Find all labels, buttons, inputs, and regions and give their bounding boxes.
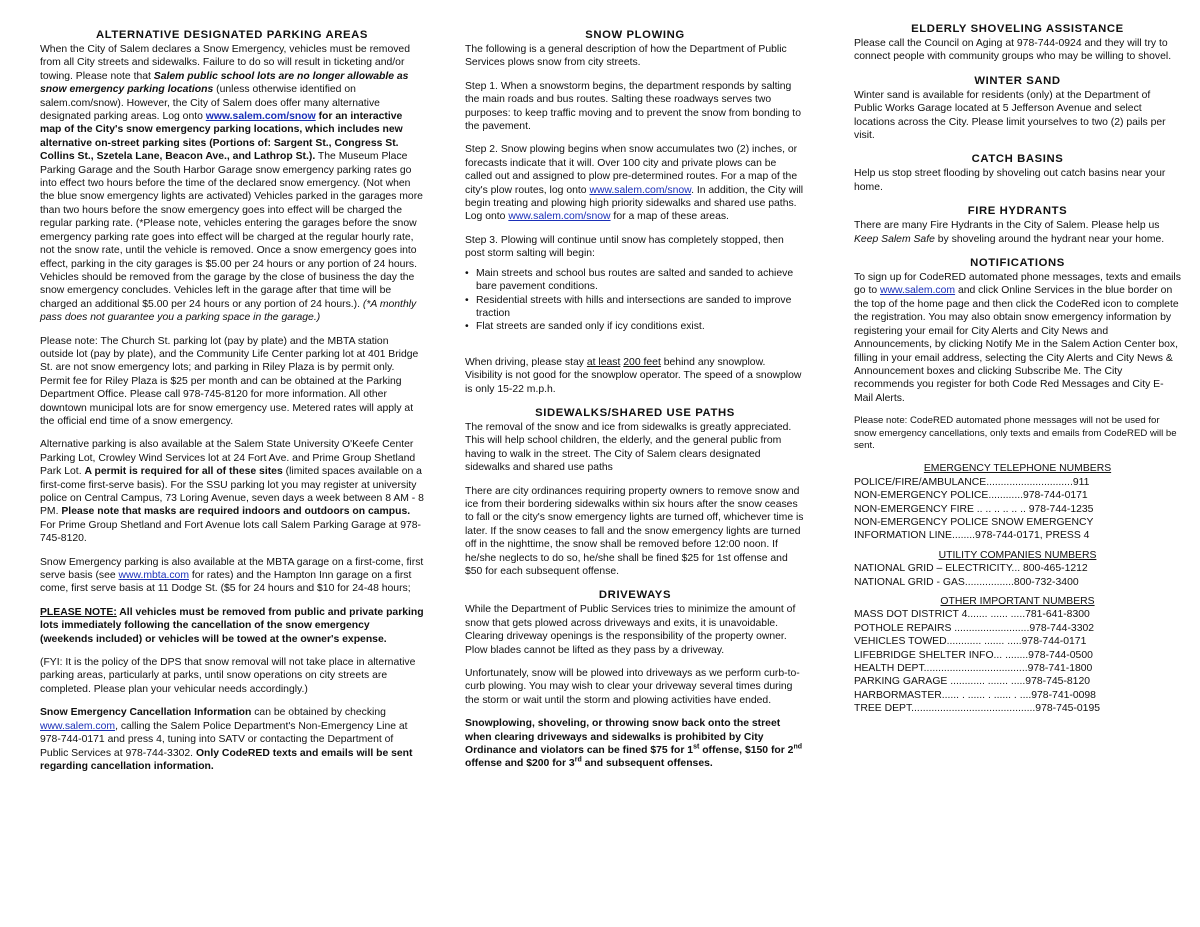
list-item: HEALTH DEPT....................................978-741-1800 bbox=[854, 663, 1093, 675]
bullet-icon: • bbox=[465, 294, 469, 306]
text: When the City of Salem declares a Snow Emergency, vehicles must be removed from all City streets and sidewalks. Failure to do so will result in ticketing and/or towing. Please note that bbox=[40, 44, 410, 82]
text-italic: Keep Salem Safe bbox=[854, 233, 935, 245]
list-item: NON-EMERGENCY POLICE SNOW EMERGENCY bbox=[854, 516, 1094, 528]
plowing-step-2 bbox=[465, 143, 805, 223]
parking-paragraph-4 bbox=[40, 556, 424, 596]
list-item: POLICE/FIRE/AMBULANCE..............................911 bbox=[854, 476, 1090, 488]
list-item-text: Main streets and school bus routes are salted and sanded to achieve bare pavement conditions. bbox=[476, 267, 794, 293]
bullet-icon: • bbox=[465, 321, 469, 333]
emergency-numbers-list bbox=[854, 476, 1181, 543]
plow-routes-link[interactable]: www.salem.com/snow bbox=[589, 184, 692, 196]
text-underline: at least bbox=[586, 356, 621, 368]
text-italic: (*A monthly pass does not guarantee you a parking space in the garage.) bbox=[40, 298, 417, 324]
superscript: st bbox=[693, 743, 700, 751]
notifications-paragraph bbox=[854, 271, 1181, 405]
other-numbers-heading: OTHER IMPORTANT NUMBERS bbox=[940, 596, 1095, 607]
column-parking bbox=[40, 28, 424, 783]
text-bold: A permit is required for all of these sites bbox=[84, 466, 283, 478]
list-item: PARKING GARAGE ............ ....... .....978-745-8120 bbox=[854, 676, 1090, 688]
list-item bbox=[465, 294, 805, 321]
salem-link[interactable]: www.salem.com bbox=[880, 285, 956, 297]
text: Step 2. Snow plowing begins when snow accumulates two (2) inches, or forecasts indicate that it will. Over 100 city and private plows can be called out and assigned to plow pre-determined routes. For a map of the city's plow routes, log onto bbox=[465, 144, 798, 196]
utility-numbers-list bbox=[854, 562, 1181, 589]
list-item: VEHICLES TOWED............ ....... .....978-744-0171 bbox=[854, 636, 1087, 648]
heading-sidewalks: SIDEWALKS/SHARED USE PATHS bbox=[535, 406, 735, 419]
mbta-link[interactable]: www.mbta.com bbox=[118, 570, 189, 582]
emergency-numbers-heading: EMERGENCY TELEPHONE NUMBERS bbox=[923, 463, 1112, 475]
column-assistance bbox=[854, 22, 1181, 716]
text-emphasis: Salem public school lots are no longer allowable as snow emergency parking locations bbox=[40, 70, 409, 96]
text: offense, $150 for 2 bbox=[699, 745, 794, 757]
plowing-step-3: Step 3. Plowing will continue until snow has completely stopped, then post storm salting will begin: bbox=[465, 234, 784, 260]
text: and subsequent offenses. bbox=[581, 758, 713, 770]
text: , calling the Salem Police Department's Non-Emergency Line at 978-744-0171 and press 4, tuning into SATV or contacting the Department of Public Services at 978-744-3302. bbox=[40, 720, 408, 759]
list-item: NON-EMERGENCY FIRE .. .. .. .. .. .. 978-744-1235 bbox=[854, 503, 1094, 515]
text: When driving, please stay bbox=[465, 356, 587, 368]
sidewalks-paragraph-1: The removal of the snow and ice from sidewalks is greatly appreciated. This will help school children, the elderly, and the general public from having to walk in the street. The City of Salem clears designated sidewalks and shared use paths bbox=[465, 421, 792, 474]
text: offense and $200 for 3 bbox=[465, 758, 575, 770]
fire-hydrants-paragraph bbox=[854, 219, 1181, 246]
text: There are many Fire Hydrants in the City of Salem. Please help us bbox=[854, 220, 1160, 232]
parking-paragraph-1 bbox=[40, 43, 424, 325]
text-bold: Only CodeRED texts and emails will be sent regarding cancellation information. bbox=[40, 747, 413, 772]
driving-paragraph bbox=[465, 356, 805, 396]
driveways-paragraph-3 bbox=[465, 717, 805, 771]
list-item-text: Residential streets with hills and intersections are sanded to improve traction bbox=[476, 294, 792, 319]
list-item bbox=[465, 267, 805, 294]
text-underline: PLEASE NOTE: bbox=[40, 606, 117, 618]
parking-paragraph-3 bbox=[40, 438, 424, 545]
heading-fire-hydrants: FIRE HYDRANTS bbox=[967, 205, 1068, 218]
text: Snow Emergency parking is also available at the MBTA garage on a first-come, first serve basis (see bbox=[40, 556, 424, 582]
catch-basins-paragraph: Help us stop street flooding by shoveling out catch basins near your home. bbox=[854, 168, 1166, 193]
text: . In addition, the City will begin treating and plowing high priority sidewalks and shared use paths. Log onto bbox=[465, 184, 804, 223]
list-item: HARBORMASTER...... . ...... . ...... . ....978-741-0098 bbox=[854, 689, 1096, 701]
heading-notifications: NOTIFICATIONS bbox=[970, 257, 1065, 270]
parking-paragraph-6: (FYI: It is the policy of the DPS that snow removal will not take place in alternative parking areas, particularly at parks, until snow operations on city streets are completed. Please plan your vehicular needs accordingly.) bbox=[40, 657, 416, 695]
heading-elderly: ELDERLY SHOVELING ASSISTANCE bbox=[911, 23, 1124, 35]
list-item-text: Flat streets are sanded only if icy conditions exist. bbox=[476, 321, 705, 333]
list-item: NON-EMERGENCY POLICE............978-744-0171 bbox=[854, 490, 1088, 502]
list-item: INFORMATION LINE........978-744-0171, PRESS 4 bbox=[854, 530, 1090, 542]
text: for rates) and the Hampton Inn garage on a first come, first serve basis at 11 Dodge St. ($5 for 24 hours and $10 for 24-48 hours; bbox=[40, 570, 412, 595]
text: To sign up for CodeRED automated phone messages, texts and emails go to bbox=[854, 272, 1181, 297]
salem-link[interactable]: www.salem.com bbox=[40, 720, 116, 732]
text-bold: Snow Emergency Cancellation Information bbox=[40, 707, 252, 719]
column-snow-plowing bbox=[465, 28, 805, 781]
sidewalks-paragraph-2: There are city ordinances requiring property owners to remove snow and ice from their bordering sidewalks within six hours after the snow ceases to fall or the city's snow emergency lights are turned off, whichever time is later. If the snow ceases to fall and the snow emergency lights are turned off in the nighttime, the snow shall be removed before 12:00 noon. If he/she neglects to do so, he/she shall be fined $25 for 1st offense and $50 for each subsequent offense. bbox=[465, 485, 804, 577]
text-bold: Please note that masks are required indoors and outdoors on campus. bbox=[61, 506, 411, 518]
driveways-paragraph-2: Unfortunately, snow will be plowed into driveways as we perform curb-to-curb plowing. You may wish to clear your driveway several times during the storm or wait until the storm and plowing activities have ended. bbox=[465, 668, 800, 706]
text-bold: for an interactive map of the City's snow emergency parking locations, which includes new alternative on-street parking sites (Portions of: Sargent St., Congress St. Collins St., Szetela Lane, Beacon Ave., and Lathrop St.). bbox=[40, 111, 403, 163]
winter-sand-paragraph: Winter sand is available for residents (only) at the Department of Public Works Garage located at 5 Jefferson Avenue and select locations across the City. Please limit yourselves to two (2) pails per visit. bbox=[854, 89, 1166, 142]
text: Snowplowing, shoveling, or throwing snow back onto the street when clearing driveways and sidewalks is prohibited by City Ordinance and violators can be fined $75 for 1 bbox=[465, 718, 781, 757]
other-numbers-list bbox=[854, 608, 1181, 715]
text: For Prime Group Shetland and Fort Avenue lots call Salem Parking Garage at 978-745-8120. bbox=[40, 519, 421, 545]
list-item: MASS DOT DISTRICT 4....... ...... .....781-641-8300 bbox=[854, 609, 1090, 621]
superscript: nd bbox=[793, 743, 803, 751]
parking-paragraph-5 bbox=[40, 606, 424, 646]
text: (limited spaces available on a first-come first-serve basis). For the SSU parking lot you may register at university police on Central Campus, 73 Loring Avenue, seven days a week between 8 AM - 8 PM. bbox=[40, 466, 424, 518]
list-item: NATIONAL GRID - GAS.................800-732-3400 bbox=[854, 576, 1079, 588]
heading-snow-plowing: SNOW PLOWING bbox=[585, 29, 685, 41]
text-underline: 200 feet bbox=[623, 356, 661, 368]
heading-winter-sand: WINTER SAND bbox=[974, 74, 1061, 87]
list-item: LIFEBRIDGE SHELTER INFO... ........978-744-0500 bbox=[854, 649, 1093, 661]
parking-paragraph-2: Please note: The Church St. parking lot (pay by plate) and the MBTA station outside lot (pay by plate), and the Community Life Center parking lot at 401 Bridge St. are not snow emergency lots; and parking in Riley Plaza is by permit only. Permit fee for Riley Plaza is $25 per month and can be obtained at the Parking Department Office. Please call 978-745-8120 for more information. All other downtown municipal lots are for snow emergency use. Metered rates will apply at the official end time of a snow emergency. bbox=[40, 335, 419, 427]
text: can be obtained by checking bbox=[251, 707, 386, 719]
text: (unless otherwise identified on salem.com/snow). However, the City of Salem does offer many alternative designated parking areas. Log onto bbox=[40, 84, 380, 123]
list-item bbox=[465, 320, 805, 333]
sidewalk-map-link[interactable]: www.salem.com/snow bbox=[508, 211, 611, 223]
text: behind any snowplow. Visibility is not good for the snowplow operator. The speed of a snowplow is only 15-22 m.p.h. bbox=[465, 356, 802, 395]
utility-numbers-heading: UTILITY COMPANIES NUMBERS bbox=[938, 549, 1097, 561]
heading-catch-basins: CATCH BASINS bbox=[971, 153, 1064, 166]
text: for a map of these areas. bbox=[610, 211, 729, 223]
text: and click Online Services in the blue border on the top of the home page and then click the CodeRed icon to complete the registration. You may also obtain snow emergency information by registering your email for City Alerts and City News and Announcements, by clicking Notify Me in the Salem Action Center box, filling in your email address, selecting the City Alerts and City News & Announcement boxes and clicking Subscribe Me. The City recommends you register for both Code Red Messages and City E-Mail Alerts. bbox=[854, 285, 1179, 404]
notifications-note: Please note: CodeRED automated phone messages will not be used for snow emergency cancellations, only texts and emails from CodeRED will be sent. bbox=[854, 415, 1177, 451]
list-item: TREE DEPT...........................................978-745-0195 bbox=[854, 703, 1101, 715]
parking-paragraph-7 bbox=[40, 706, 424, 773]
heading-driveways: DRIVEWAYS bbox=[598, 589, 672, 602]
superscript: rd bbox=[574, 757, 582, 764]
text: Alternative parking is also available at the Salem State University O'Keefe Center Parking Lot, Crowley Wind Services lot at 24 Fort Ave. and Prime Group Shetland Park Lot. bbox=[40, 439, 416, 478]
heading-parking: ALTERNATIVE DESIGNATED PARKING AREAS bbox=[95, 29, 369, 41]
text: by shoveling around the hydrant near your home. bbox=[934, 233, 1165, 245]
text: The Museum Place Parking Garage and the South Harbor Garage snow emergency parking rates go into effect two hours before the time of the declared snow emergency. (Not when the blue snow emergency lights are activated) Vehicles parked in the garages more than two hours before the snow emergency goes into effect will be charged the regular parking rate. (*Please note, vehicles entering the garages before the snow emergency parking rate goes into effect will be charged at the regular hourly rate, not the snow rate, until the vehicle is removed. Once a snow emergency goes into effect, parking in the city garages is $5.00 per 24 hours or any portion of 24 hours. Vehicles should be removed from the garage by the close of business the day the snow emergency concludes. Vehicles left in the garage after that time will be charged an additional $5.00 per 24 hours or any portion of 24 hours.). bbox=[40, 151, 423, 310]
list-item: NATIONAL GRID – ELECTRICITY... 800-465-1212 bbox=[854, 563, 1088, 575]
bullet-icon: • bbox=[465, 267, 469, 279]
snow-map-link[interactable]: www.salem.com/snow bbox=[205, 111, 316, 123]
list-item: POTHOLE REPAIRS ..........................978-744-3302 bbox=[854, 622, 1095, 634]
plowing-step-1: Step 1. When a snowstorm begins, the department responds by salting the main roads and bus routes. Salting these roadways serves two purposes: to keep traffic moving and to prevent the snow from bonding to the pavement. bbox=[465, 80, 801, 133]
text: All vehicles must be removed from public and private parking lots immediately following the cancellation of the snow emergency (weekends included) or vehicles will be towed at the owner's expense. bbox=[40, 606, 424, 645]
elderly-paragraph: Please call the Council on Aging at 978-744-0924 and they will try to connect people with community groups who may be willing to shovel. bbox=[854, 38, 1172, 63]
driveways-paragraph-1: While the Department of Public Services tries to minimize the amount of snow that gets plowed across driveways and exits, it is unavoidable. Clearing driveway openings is the responsibility of the property owner. Plow blades cannot be lifted as they pass by a driveway. bbox=[465, 604, 796, 656]
plowing-intro: The following is a general description of how the Department of Public Services plows snow from city streets. bbox=[465, 44, 787, 69]
